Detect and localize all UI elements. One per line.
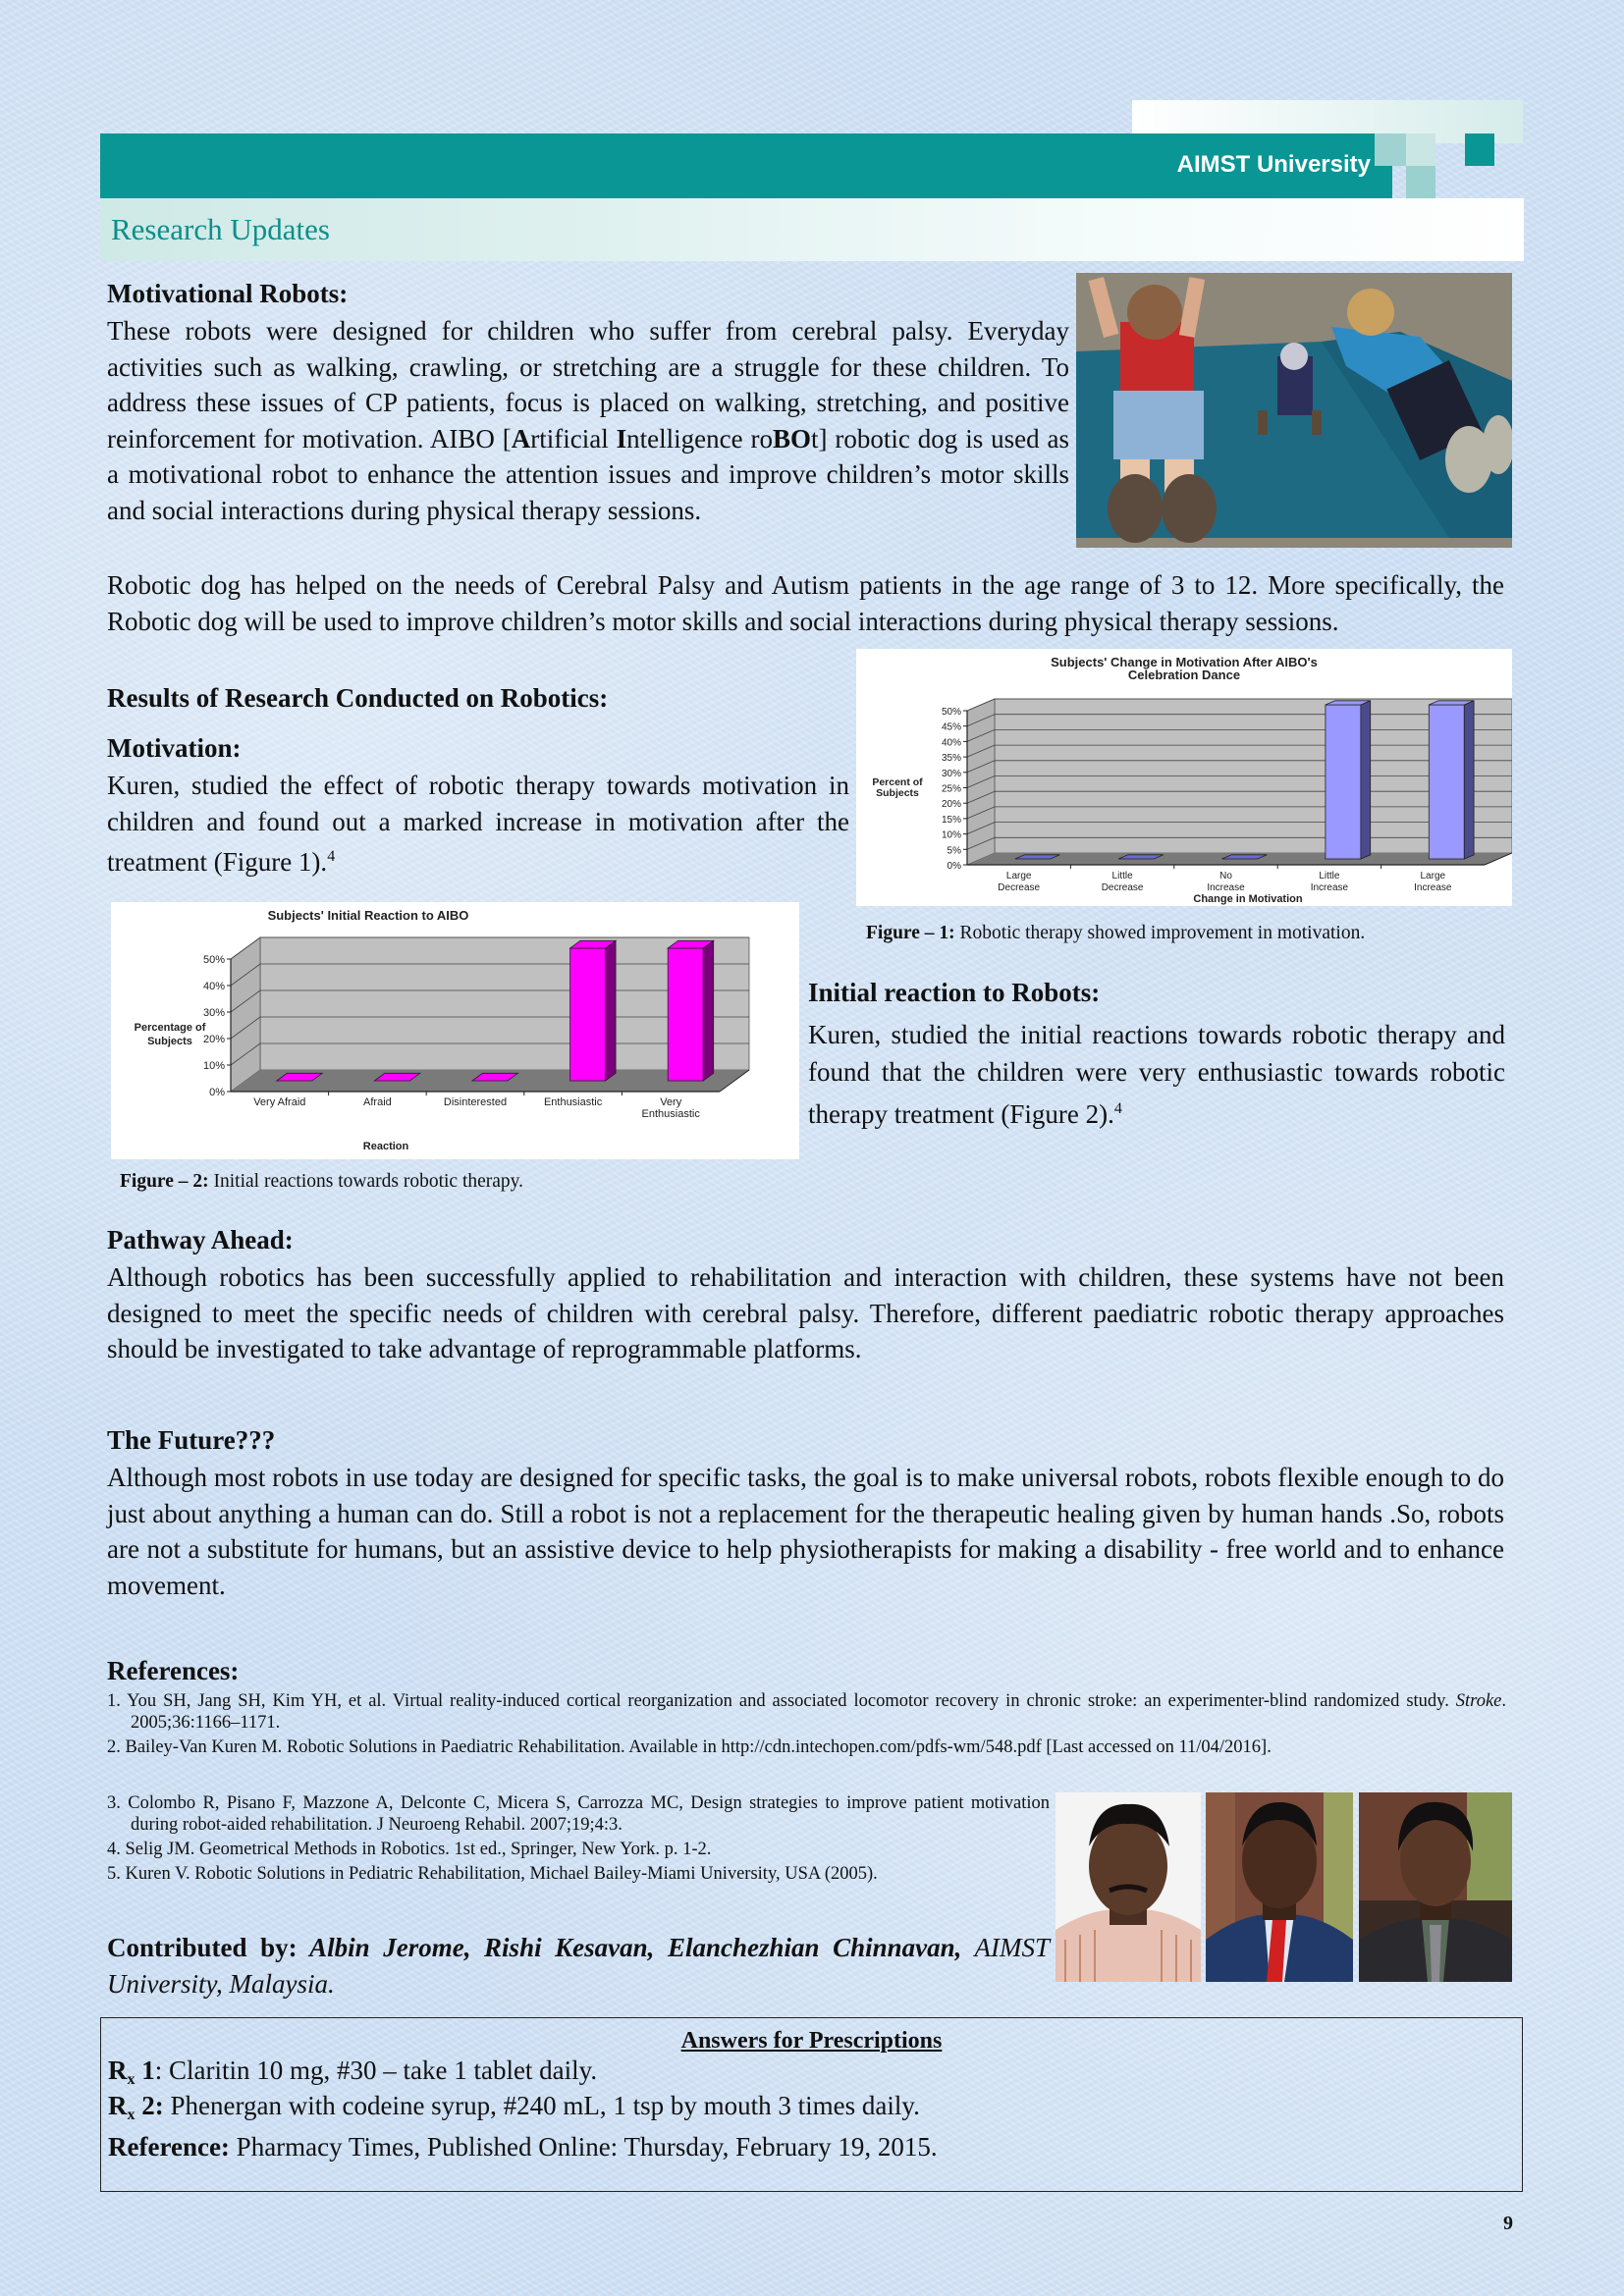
x-tick-label: Disinterested	[443, 1096, 508, 1108]
reference-item: 3. Colombo R, Pisano F, Mazzone A, Delconte C, Micera S, Carrozza MC, Design strategies to improve patient motivation during robot-aided rehabilitation. J Neuroeng Rehabil. 2007;19;4:3.	[107, 1793, 1050, 1835]
reference-item: 1. You SH, Jang SH, Kim YH, et al. Virtual reality-induced cortical reorganization and associated locomotor recovery in chronic stroke: an experimenter-blind randomized study. Stroke. 2005;36:1166–1171.	[107, 1691, 1506, 1733]
y-tick-label: 35%	[941, 753, 961, 765]
motivation-heading: Motivation:	[107, 733, 242, 763]
chart-title: Subjects' Initial Reaction to AIBO	[267, 908, 469, 923]
x-tick-label: Very Afraid	[253, 1096, 306, 1108]
figure-1-chart	[856, 649, 1512, 906]
bar	[570, 948, 606, 1081]
y-tick-label: 40%	[202, 981, 225, 992]
y-tick-label: 45%	[941, 721, 961, 733]
figure-2-caption: Figure – 2: Initial reactions towards robotic therapy.	[120, 1171, 524, 1192]
references-heading: References:	[107, 1656, 240, 1685]
y-axis-label: Percentage of	[134, 1022, 206, 1034]
bar-side	[1361, 701, 1371, 859]
section-title: Research Updates	[111, 212, 330, 246]
y-tick-label: 40%	[941, 737, 961, 749]
initial-reaction-text: Kuren, studied the initial reactions towards robotic therapy and found that the children were very enthusiastic towards robotic therapy treatment (Figure 2).$^4$	[808, 1020, 1505, 1129]
y-tick-label: 50%	[202, 954, 225, 966]
bar	[668, 948, 703, 1081]
bar	[1326, 705, 1361, 859]
bar-side	[606, 940, 617, 1081]
contributor-names: Albin Jerome, Rishi Kesavan, Elanchezhian Chinnavan,	[297, 1933, 962, 1962]
x-tick-label: Very	[660, 1096, 682, 1108]
bar-side	[703, 940, 714, 1081]
x-tick-label: Little	[1111, 871, 1133, 881]
results-heading: Results of Research Conducted on Robotics:	[107, 683, 609, 713]
prescription-item: Rx 1: Claritin 10 mg, #30 – take 1 tablet daily.	[108, 2056, 598, 2088]
header-square	[1465, 133, 1494, 166]
prescriptions-title: Answers for Prescriptions	[680, 2028, 943, 2054]
x-tick-label: Afraid	[363, 1096, 392, 1108]
contributors: Contributed by: Albin Jerome, Rishi Kesavan, Elanchezhian Chinnavan, AIMST University, Malaysia.	[107, 1933, 1050, 1999]
initial-reaction-heading: Initial reaction to Robots:	[808, 978, 1101, 1007]
pathway-text: Although robotics has been successfully applied to rehabilitation and interaction with children, these systems have not been designed to meet the specific needs of children with cerebral palsy. Therefore, different paediatric robotic therapy approaches should be investigated to take advantage of reprogrammable platforms.	[107, 1262, 1504, 1363]
x-tick-label: Decrease	[998, 882, 1041, 893]
figure-2-chart	[111, 902, 799, 1159]
x-tick-label: Increase	[1414, 882, 1452, 893]
children-aibo-photo	[1076, 273, 1512, 548]
references-list-continued	[107, 1792, 1050, 1885]
y-tick-label: 0%	[209, 1087, 225, 1098]
x-tick-label: Little	[1319, 871, 1340, 881]
header-square	[1406, 166, 1435, 198]
motivation-text: Kuren, studied the effect of robotic therapy towards motivation in children and found out a marked increase in motivation after the treatment (Figure 1).$^4$	[107, 771, 849, 877]
motivational-robots-heading: Motivational Robots:	[107, 279, 349, 308]
chart-title: Subjects' Change in Motivation After AIBO's	[1051, 655, 1318, 669]
x-tick-label: Enthusiastic	[641, 1108, 700, 1120]
contributor-photo-1	[1056, 1792, 1201, 1982]
institution-name: AIMST University	[1176, 151, 1371, 178]
chart-title: Celebration Dance	[1127, 667, 1241, 682]
reference-item: 2. Bailey-Van Kuren M. Robotic Solutions in Paediatric Rehabilitation. Available in http://cdn.intechopen.com/pdfs-wm/548.pdf [Last accessed on 11/04/2016].	[107, 1737, 1272, 1757]
x-tick-label: No	[1219, 871, 1232, 881]
page-number: 9	[1503, 2213, 1513, 2234]
prescription-item: Rx 2: Phenergan with codeine syrup, #240 mL, 1 tsp by mouth 3 times daily.	[108, 2091, 920, 2123]
x-tick-label: Enthusiastic	[543, 1096, 603, 1108]
y-tick-label: 10%	[202, 1060, 225, 1072]
x-tick-label: Large	[1420, 871, 1446, 881]
y-axis-label: Subjects	[147, 1036, 192, 1047]
aibo-definition: AIBO [Artificial Intelligence roBOt] robotic dog is used as a motivational robot to enhance the attention issues and improve children’s motor skills and social interactions during physical therapy sessions.	[107, 423, 1070, 525]
y-tick-label: 10%	[941, 829, 961, 841]
y-tick-label: 25%	[941, 783, 961, 795]
y-tick-label: 30%	[941, 768, 961, 779]
y-tick-label: 20%	[202, 1034, 225, 1045]
x-tick-label: Decrease	[1101, 882, 1144, 893]
y-tick-label: 20%	[941, 799, 961, 811]
y-tick-label: 15%	[941, 814, 961, 826]
prescriptions-box	[100, 2017, 1523, 2192]
bar	[1429, 705, 1464, 859]
reference-item: 4. Selig JM. Geometrical Methods in Robotics. 1st ed., Springer, New York. p. 1-2.	[107, 1840, 712, 1859]
reference-item: 5. Kuren V. Robotic Solutions in Pediatric Rehabilitation, Michael Bailey-Miami University, USA (2005).	[107, 1864, 878, 1884]
y-axis-label: Subjects	[876, 787, 919, 799]
prescription-reference: Reference: Pharmacy Times, Published Online: Thursday, February 19, 2015.	[108, 2132, 938, 2162]
header-square	[1375, 133, 1406, 166]
contributor-affiliation: AIMST University, Malaysia.	[107, 1933, 1050, 1999]
contributor-photo-2	[1206, 1792, 1353, 1982]
y-tick-label: 30%	[202, 1007, 225, 1019]
motivational-robots-text	[107, 313, 1069, 528]
contributor-photo-3	[1359, 1792, 1512, 1982]
future-heading: The Future???	[107, 1425, 276, 1455]
y-tick-label: 5%	[947, 845, 961, 857]
x-tick-label: Increase	[1207, 882, 1245, 893]
robotic-dog-paragraph: Robotic dog has helped on the needs of Cerebral Palsy and Autism patients in the age range of 3 to 12. More specifically, the Robotic dog will be used to improve children’s motor skills and social interactions during physical therapy sessions.	[107, 570, 1504, 636]
pathway-heading: Pathway Ahead:	[107, 1225, 294, 1255]
future-text: Although most robots in use today are designed for specific tasks, the goal is to make universal robots, robots flexible enough to do just about anything a human can do. Still a robot is not a replacement for the therapeutic healing given by human hands .So, robots are not a substitute for humans, but an assistive device to help physiotherapists for making a disability - free world and to enhance movement.	[107, 1463, 1504, 1600]
y-tick-label: 50%	[941, 707, 961, 718]
y-tick-label: 0%	[947, 861, 961, 872]
x-axis-label: Reaction	[362, 1141, 409, 1152]
x-tick-label: Large	[1005, 871, 1032, 881]
references-list	[107, 1690, 1506, 1761]
y-axis-label: Percent of	[872, 776, 923, 788]
motivational-paragraph: These robots were designed for children who suffer from cerebral palsy. Everyday activities such as walking, crawling, or stretching are a struggle for these children. To address these issues of CP patients, focus is placed on walking, stretching, and positive reinforcement for motivation.	[107, 316, 1069, 454]
figure-1-caption: Figure – 1: Robotic therapy showed improvement in motivation.	[866, 923, 1366, 943]
x-axis-label: Change in Motivation	[1193, 893, 1303, 905]
chart-side-wall	[231, 937, 260, 1092]
bar-side	[1464, 701, 1474, 859]
x-tick-label: Increase	[1310, 882, 1349, 893]
